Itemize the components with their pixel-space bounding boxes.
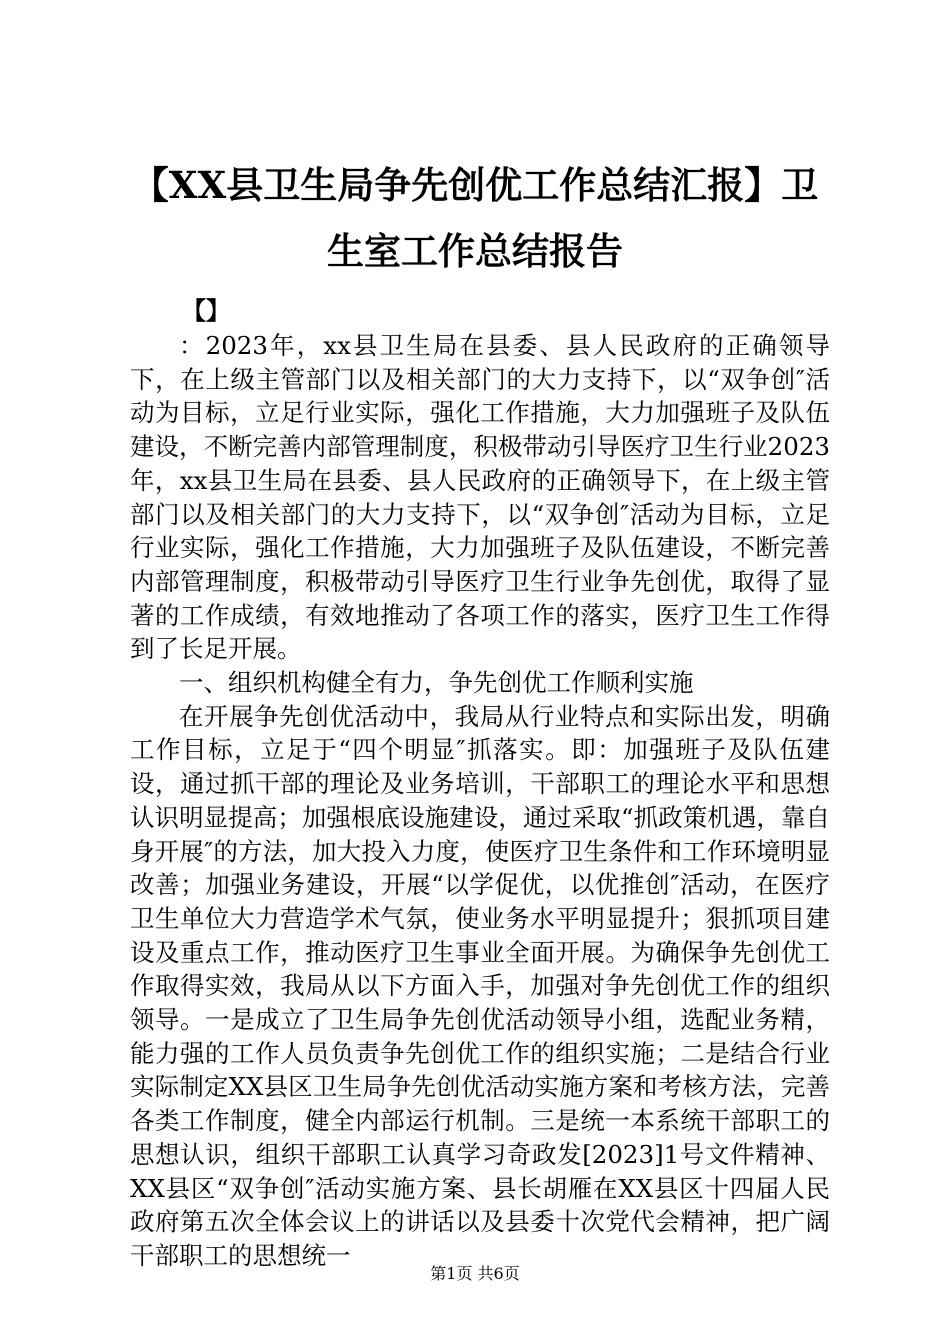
page-number: 第1页 共6页 [430, 1264, 520, 1283]
paragraph: ：2023年，xx县卫生局在县委、县人民政府的正确领导下，在上级主管部门以及相关部门的大力支持下，以“双争创″活动为目标，立足行业实际，强化工作措施，大力加强班子及队伍建设，不断完善内部管理制度，积极带动引导医疗卫生行业2023年，xx县卫生局在县委、县人民政府的正确领导下，在上级主管部门以及相关部门的大力支持下，以“双争创″活动为目标，立足行业实际，强化工作措施，大力加强班子及队伍建设，不断完善内部管理制度，积极带动引导医疗卫生行业争先创优，取得了显著的工作成绩，有效地推动了各项工作的落实，医疗卫生工作得到了长足开展。 [130, 331, 830, 664]
paragraph: 在开展争先创优活动中，我局从行业特点和实际出发，明确工作目标，立足于“四个明显″抓落实。即：加强班子及队伍建设，通过抓干部的理论及业务培训，干部职工的理论水平和思想认识明显提高；加强根底设施建设，通过采取“抓政策机遇，靠自身开展″的方法，加大投入力度，使医疗卫生条件和工作环境明显改善；加强业务建设，开展“以学促优，以优推创″活动，在医疗卫生单位大力营造学术气氛，使业务水平明显提升；狠抓项目建设及重点工作，推动医疗卫生事业全面开展。为确保争先创优工作取得实效，我局从以下方面入手，加强对争先创优工作的组织领导。一是成立了卫生局争先创优活动领导小组，选配业务精，能力强的工作人员负责争先创优工作的组织实施；二是结合行业实际制定XX县区卫生局争先创优活动实施方案和考核方法，完善各类工作制度，健全内部运行机制。三是统一本系统干部职工的思想认识，组织干部职工认真学习奇政发[2023]1号文件精神、XX县区“双争创″活动实施方案、县长胡雁在XX县区十四届人民政府第五次全体会议上的讲话以及县委十次党代会精神，把广阔干部职工的思想统一 [130, 701, 830, 1270]
document-body [130, 329, 830, 1273]
document-title: 【XX县卫生局争先创优工作总结汇报】卫生室工作总结报告 [131, 163, 819, 273]
section-heading: 一、组织机构健全有力，争先创优工作顺利实施 [179, 668, 694, 698]
bracket-marker: 【】 [182, 296, 230, 325]
